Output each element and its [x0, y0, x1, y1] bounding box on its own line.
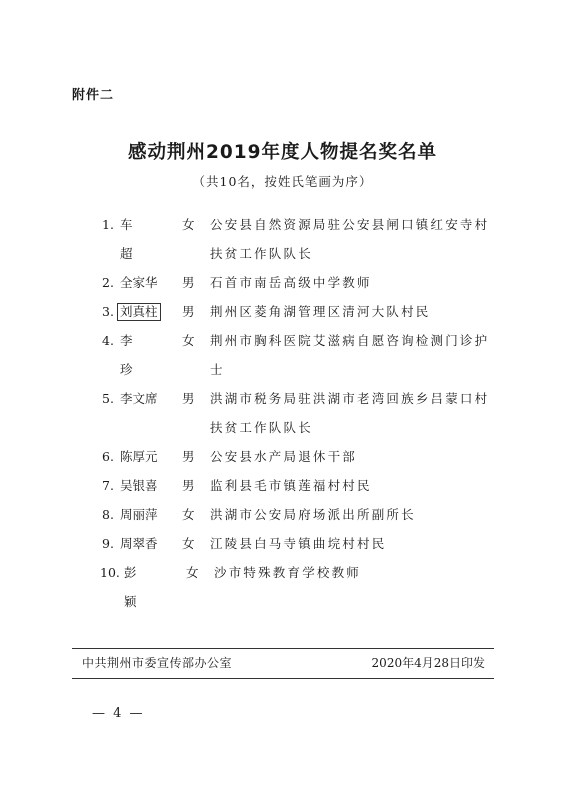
- entry-number: 4.: [102, 333, 114, 348]
- entry-gender: 女: [182, 217, 195, 232]
- entry-name: 李文席: [120, 391, 158, 406]
- entry-number: 3.: [102, 304, 114, 319]
- entry-name: 李 珍: [120, 333, 145, 377]
- entry-number: 6.: [102, 449, 114, 464]
- page-number: — 4 —: [92, 706, 145, 721]
- entry-description: 荆州区菱角湖管理区清河大队村民: [210, 304, 431, 319]
- list-item: [102, 268, 502, 297]
- footer-date: 2020年4月28日印发: [371, 656, 485, 670]
- entry-description: 荆州市胸科医院艾滋病自愿咨询检测门诊护士: [210, 333, 490, 377]
- footer-divider-top: [72, 648, 494, 649]
- entry-description: 沙市特殊教育学校教师: [214, 565, 362, 580]
- entry-gender: 女: [186, 565, 199, 580]
- entry-gender: 男: [182, 478, 195, 493]
- entry-name: 车 超: [120, 217, 145, 261]
- entry-description: 公安县水产局退休干部: [210, 449, 358, 464]
- list-item: [102, 442, 502, 471]
- entry-number: 2.: [102, 275, 114, 290]
- list-item: [102, 297, 502, 326]
- entry-number: 9.: [102, 536, 114, 551]
- entry-description: 洪湖市税务局驻洪湖市老湾回族乡吕蒙口村扶贫工作队队长: [210, 391, 490, 435]
- list-item: [102, 384, 502, 442]
- attachment-label: 附件二: [72, 88, 115, 103]
- entry-description: 洪湖市公安局府场派出所副所长: [210, 507, 416, 522]
- document-subtitle: （共10名，按姓氏笔画为序）: [192, 174, 373, 189]
- footer-issuer: 中共荆州市委宣传部办公室: [82, 656, 233, 670]
- entry-name: 全家华: [120, 275, 158, 290]
- footer-divider-bottom: [72, 678, 494, 679]
- entry-description: 江陵县白马寺镇曲垸村村民: [210, 536, 387, 551]
- entry-name: 彭 颖: [124, 565, 149, 609]
- list-item: [102, 500, 502, 529]
- entry-name-boxed: 刘真柱: [117, 303, 161, 321]
- entry-gender: 男: [182, 275, 195, 290]
- document-title: 感动荆州2019年度人物提名奖名单: [128, 142, 437, 163]
- entry-number: 10.: [100, 565, 120, 580]
- list-item: [102, 210, 502, 268]
- entry-number: 1.: [102, 217, 114, 232]
- entry-name: 周丽萍: [120, 507, 158, 522]
- entry-description: 石首市南岳高级中学教师: [210, 275, 372, 290]
- entry-name: 周翠香: [120, 536, 158, 551]
- entry-gender: 女: [182, 333, 195, 348]
- entry-gender: 女: [182, 507, 195, 522]
- entry-number: 8.: [102, 507, 114, 522]
- entry-gender: 女: [182, 536, 195, 551]
- entry-name: 陈厚元: [120, 449, 158, 464]
- entry-gender: 男: [182, 449, 195, 464]
- entry-number: 5.: [102, 391, 114, 406]
- nominee-list: [102, 210, 502, 616]
- entry-description: 监利县毛市镇莲福村村民: [210, 478, 372, 493]
- entry-name: 吴银喜: [120, 478, 158, 493]
- list-item: [102, 558, 502, 616]
- list-item: [102, 326, 502, 384]
- entry-gender: 男: [182, 304, 195, 319]
- entry-gender: 男: [182, 391, 195, 406]
- entry-description: 公安县自然资源局驻公安县闸口镇红安寺村扶贫工作队队长: [210, 217, 490, 261]
- entry-name-cell: [120, 297, 182, 326]
- list-item: [102, 471, 502, 500]
- list-item: [102, 529, 502, 558]
- entry-number: 7.: [102, 478, 114, 493]
